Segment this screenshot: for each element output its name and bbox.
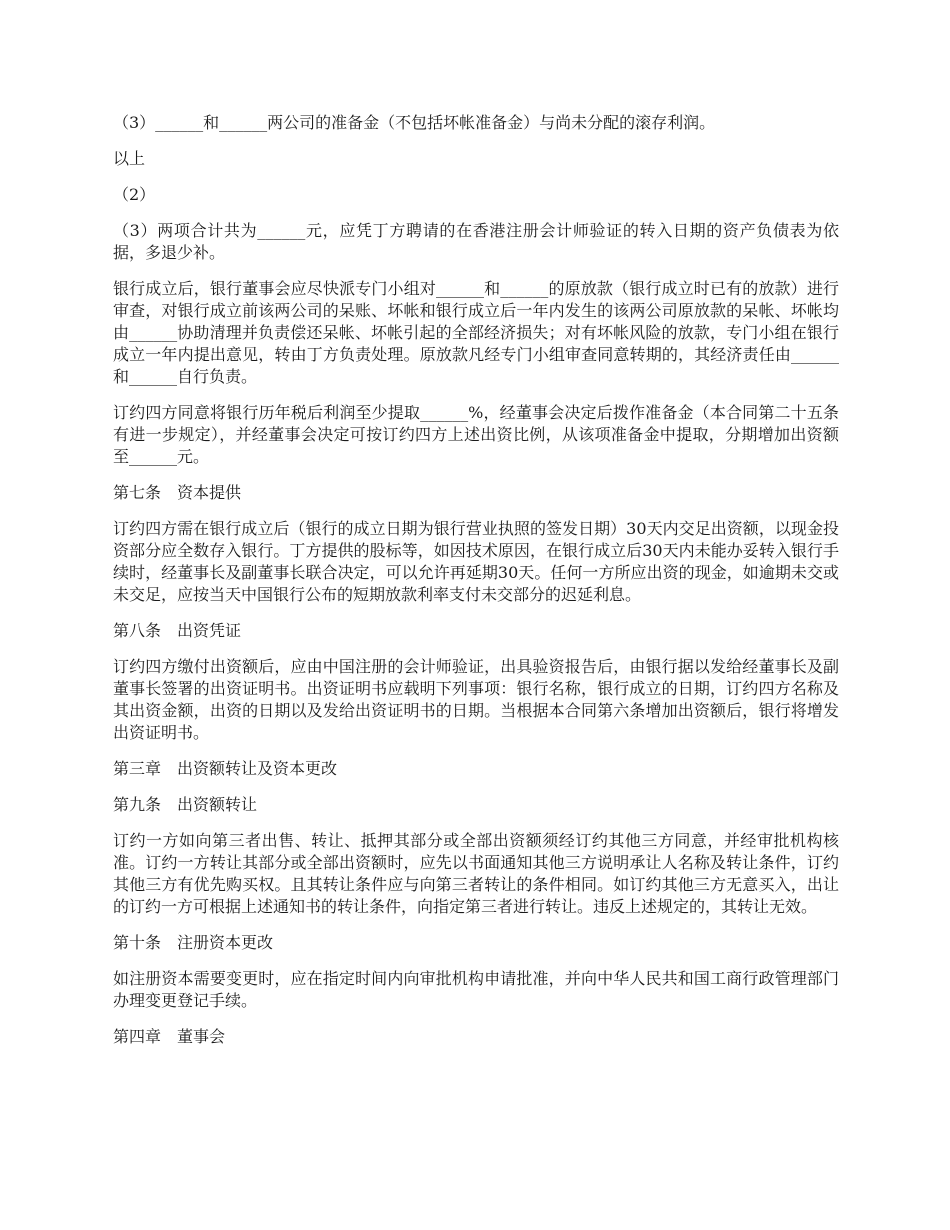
document-page	[113, 112, 839, 1062]
article-10-heading: 第十条 注册资本更改	[113, 933, 274, 952]
article-7-heading: 第七条 资本提供	[113, 483, 242, 502]
chapter-4-heading: 第四章 董事会	[113, 1027, 226, 1046]
article-8-heading: 第八条 出资凭证	[113, 621, 242, 640]
article-7-body: 订约四方需在银行成立后（银行的成立日期为银行营业执照的签发日期）30天内交足出资额，以现金投资部分应全数存入银行。丁方提供的股标等，如因技术原因，在银行成立后30天内未能办妥转入银行手续时，经董事长及副董事长联合决定，可以允许再延期30天。任何一方所应出资的现金，如逾期未交或未交足，应按当天中国银行公布的短期放款利率支付未交部分的迟延利息。	[113, 519, 839, 604]
article-8-body: 订约四方缴付出资额后，应由中国注册的会计师验证，出具验资报告后，由银行据以发给经董事长及副董事长签署的出资证明书。出资证明书应载明下列事项：银行名称，银行成立的日期，订约四方名称及其出资金额，出资的日期以及发给出资证明书的日期。当根据本合同第六条增加出资额后，银行将增发出资证明书。	[113, 657, 839, 742]
chapter-3-heading: 第三章 出资额转让及资本更改	[113, 759, 338, 778]
paragraph-reserve-funds: （3）______和______两公司的准备金（不包括坏帐准备金）与尚未分配的滚存利润。	[113, 113, 716, 132]
paragraph-loan-review: 银行成立后，银行董事会应尽快派专门小组对______和______的原放款（银行成立时已有的放款）进行审查，对银行成立前该两公司的呆账、坏帐和银行成立后一年内发生的该两公司原放款的呆帐、坏帐均由______协助清理并负责偿还呆帐、坏帐引起的全部经济损失；对有坏帐风险的放款，专门小组在银行成立一年内提出意见，转由丁方负责处理。原放款凡经专门小组审查同意转期的，其经济责任由______和______自行负责。	[113, 279, 839, 386]
paragraph-item-2: （2）	[113, 185, 156, 204]
article-9-heading: 第九条 出资额转让	[113, 795, 258, 814]
paragraph-profit-reserve: 订约四方同意将银行历年税后利润至少提取______%，经董事会决定后拨作准备金（本合同第二十五条有进一步规定），并经董事会决定可按订约四方上述出资比例，从该项准备金中提取，分期增加出资额至______元。	[113, 403, 839, 466]
article-9-body: 订约一方如向第三者出售、转让、抵押其部分或全部出资额须经订约其他三方同意，并经审批机构核准。订约一方转让其部分或全部出资额时，应先以书面通知其他三方说明承让人名称及转让条件，订约其他三方有优先购买权。且其转让条件应与向第三者转让的条件相同。如订约其他三方无意买入，出让的订约一方可根据上述通知书的转让条件，向指定第三者进行转让。违反上述规定的，其转让无效。	[113, 831, 839, 916]
paragraph-above: 以上	[113, 149, 146, 168]
article-10-body: 如注册资本需要变更时，应在指定时间内向审批机构申请批准，并向中华人民共和国工商行政管理部门办理变更登记手续。	[113, 969, 839, 1010]
paragraph-total-amount: （3）两项合计共为______元，应凭丁方聘请的在香港注册会计师验证的转入日期的资产负债表为依据，多退少补。	[113, 221, 839, 262]
